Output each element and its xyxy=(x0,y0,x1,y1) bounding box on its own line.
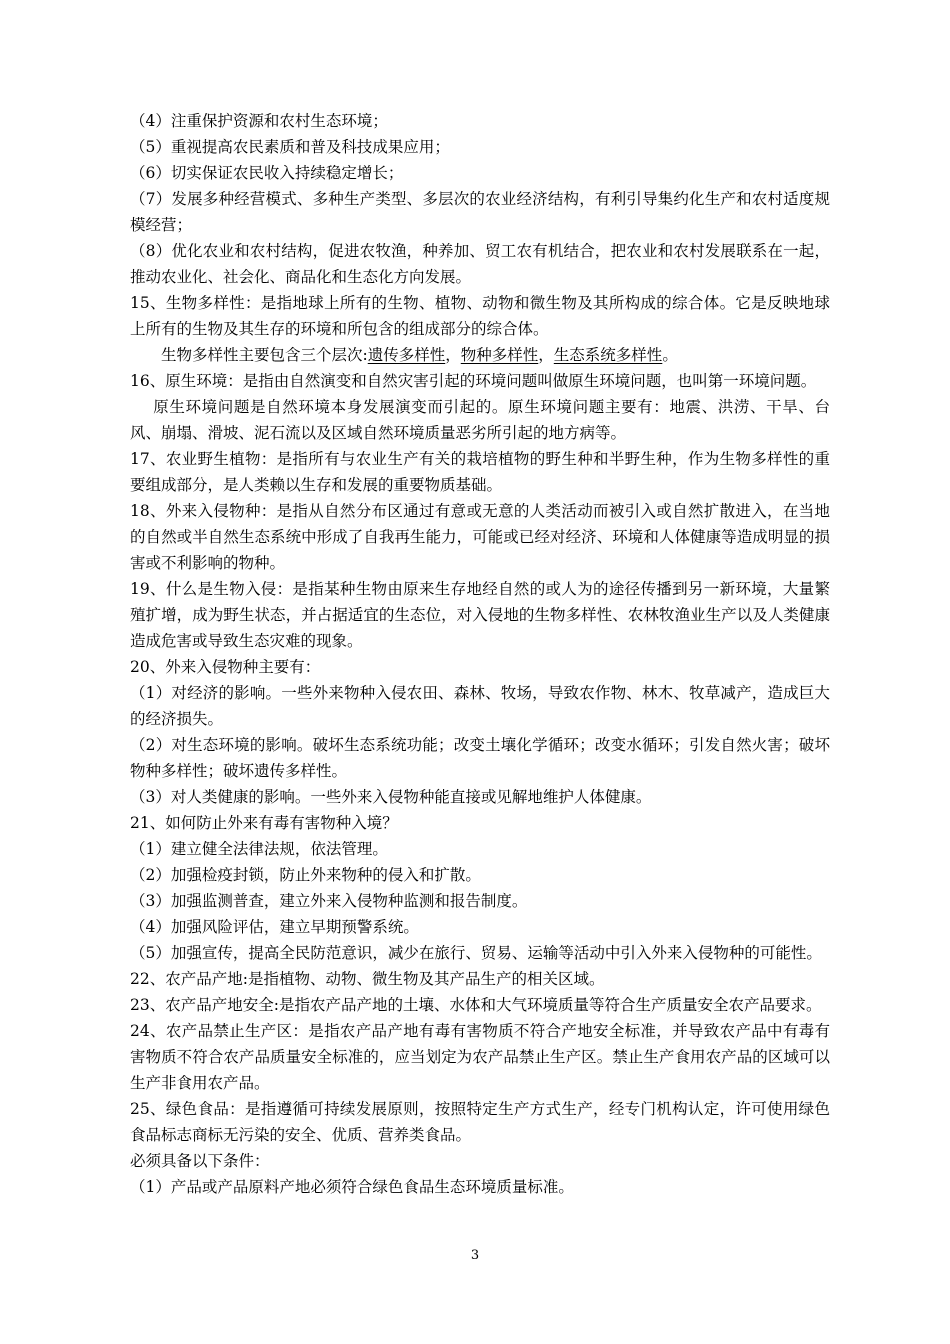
level-ecosystem: 生态系统多样性 xyxy=(553,346,663,364)
paragraph: （3）加强监测普查，建立外来入侵物种监测和报告制度。 xyxy=(130,892,528,910)
paragraph: （1）产品或产品原料产地必须符合绿色食品生态环境质量标准。 xyxy=(130,1178,574,1196)
page-number: 3 xyxy=(470,1248,480,1263)
paragraph: （8）优化农业和农村结构，促进农牧渔，种养加、贸工农有机结合，把农业和农村发展联系在一起，推动农业化、社会化、商品化和生态化方向发展。 xyxy=(130,242,830,286)
paragraph: （6）切实保证农民收入持续稳定增长； xyxy=(130,164,404,182)
separator: ， xyxy=(445,346,461,364)
paragraph: （1）建立健全法律法规，依法管理。 xyxy=(130,840,388,858)
biodiversity-levels-paragraph xyxy=(130,342,830,368)
biodiversity-intro: 生物多样性主要包含三个层次: xyxy=(161,346,368,364)
paragraph: 19、什么是生物入侵：是指某种生物由原来生存地经自然的或人为的途径传播到另一新环境，大量繁殖扩增，成为野生状态，并占据适宜的生态位，对入侵地的生物多样性、农林牧渔业生产以及人类健康造成危害或导致生态灾难的现象。 xyxy=(130,580,830,650)
paragraph: 22、农产品产地:是指植物、动物、微生物及其产品生产的相关区域。 xyxy=(130,970,605,988)
paragraph: 17、农业野生植物：是指所有与农业生产有关的栽培植物的野生种和半野生种，作为生物多样性的重要组成部分，是人类赖以生存和发展的重要物质基础。 xyxy=(130,450,830,494)
paragraph: 23、农产品产地安全:是指农产品产地的土壤、水体和大气环境质量等符合生产质量安全农产品要求。 xyxy=(130,996,822,1014)
paragraph: （7）发展多种经营模式、多种生产类型、多层次的农业经济结构，有利引导集约化生产和农村适度规模经营； xyxy=(130,190,830,234)
paragraph: 原生环境问题是自然环境本身发展演变而引起的。原生环境问题主要有：地震、洪涝、干旱、台风、崩塌、滑坡、泥石流以及区域自然环境质量恶劣所引起的地方病等。 xyxy=(130,398,830,442)
document-body xyxy=(130,108,830,1200)
level-genetic: 遗传多样性 xyxy=(367,346,446,364)
paragraph: 15、生物多样性：是指地球上所有的生物、植物、动物和微生物及其所构成的综合体。它是反映地球上所有的生物及其生存的环境和所包含的组成部分的综合体。 xyxy=(130,294,830,338)
period: 。 xyxy=(662,346,678,364)
paragraph: 必须具备以下条件： xyxy=(130,1152,270,1170)
paragraph: （2）对生态环境的影响。破坏生态系统功能；改变土壤化学循环；改变水循环；引发自然火害；破坏物种多样性；破坏遗传多样性。 xyxy=(130,736,830,780)
paragraph: （2）加强检疫封锁，防止外来物种的侵入和扩散。 xyxy=(130,866,481,884)
paragraph: 18、外来入侵物种：是指从自然分布区通过有意或无意的人类活动而被引入或自然扩散进入，在当地的自然或半自然生态系统中形成了自我再生能力，可能或已经对经济、环境和人体健康等造成明显的损害或不利影响的物种。 xyxy=(130,502,830,572)
paragraph: 20、外来入侵物种主要有： xyxy=(130,658,321,676)
paragraph: （4）注重保护资源和农村生态环境； xyxy=(130,112,388,130)
paragraph: 21、如何防止外来有毒有害物种入境？ xyxy=(130,814,398,832)
level-species: 物种多样性 xyxy=(460,346,539,364)
paragraph: （3）对人类健康的影响。一些外来入侵物种能直接或见解地维护人体健康。 xyxy=(130,788,652,806)
paragraph: 16、原生环境：是指由自然演变和自然灾害引起的环境问题叫做原生环境问题，也叫第一环境问题。 xyxy=(130,372,817,390)
paragraph: （5）加强宣传，提高全民防范意识，减少在旅行、贸易、运输等活动中引入外来入侵物种的可能性。 xyxy=(130,944,822,962)
paragraph: （1）对经济的影响。一些外来物种入侵农田、森林、牧场，导致农作物、林木、牧草减产，造成巨大的经济损失。 xyxy=(130,684,830,728)
paragraph: （4）加强风险评估，建立早期预警系统。 xyxy=(130,918,419,936)
paragraph: 24、农产品禁止生产区：是指农产品产地有毒有害物质不符合产地安全标准，并导致农产品中有毒有害物质不符合农产品质量安全标准的，应当划定为农产品禁止生产区。禁止生产食用农产品的区域可以生产非食用农产品。 xyxy=(130,1022,830,1092)
paragraph: 25、绿色食品：是指遵循可持续发展原则，按照特定生产方式生产，经专门机构认定，许可使用绿色食品标志商标无污染的安全、优质、营养类食品。 xyxy=(130,1100,830,1144)
separator: ， xyxy=(538,346,554,364)
paragraph: （5）重视提高农民素质和普及科技成果应用； xyxy=(130,138,450,156)
